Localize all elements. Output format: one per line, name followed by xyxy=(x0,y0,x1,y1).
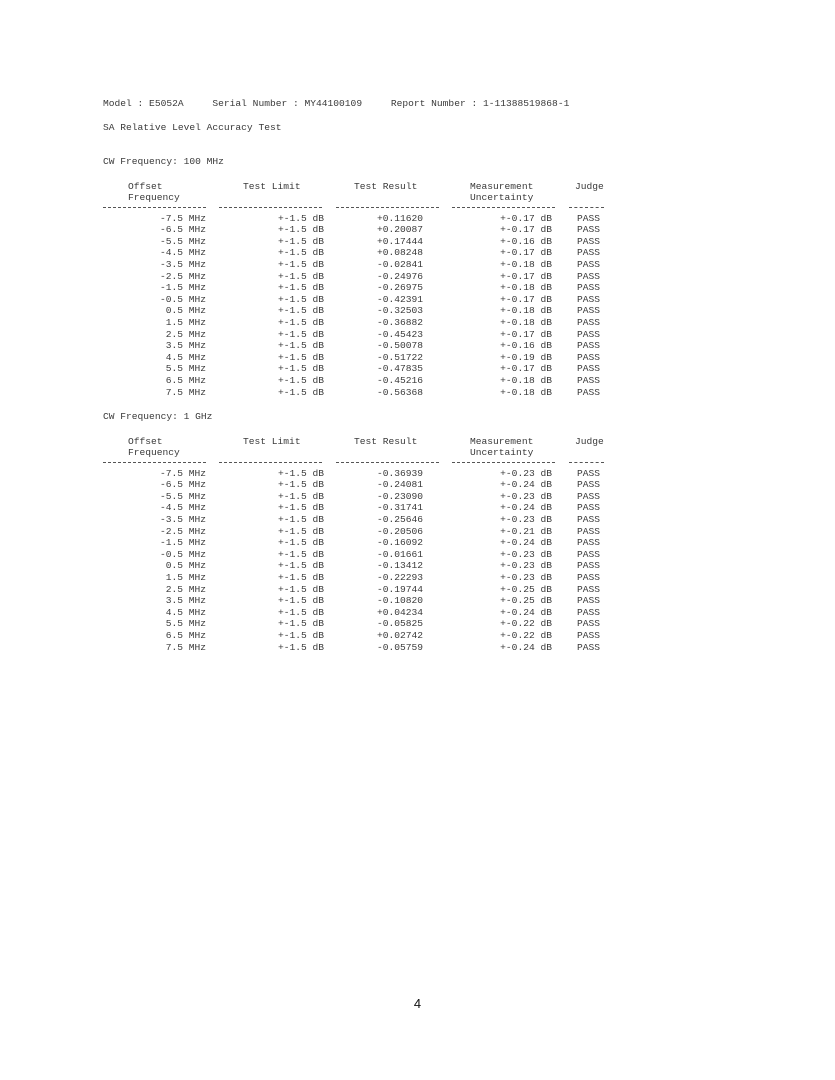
judge-cell: PASS xyxy=(577,351,601,363)
test-limit-cell: +-1.5 dB xyxy=(277,212,324,224)
offset-cell: 6.5 MHz xyxy=(165,629,206,641)
test-limit-header: Test Limit xyxy=(243,180,301,192)
judge-cell: PASS xyxy=(577,548,601,560)
uncertainty-cell: +-0.16 dB xyxy=(500,235,552,247)
uncertainty-cell: +-0.17 dB xyxy=(500,328,552,340)
offset-cell: 6.5 MHz xyxy=(165,374,206,386)
table-row xyxy=(103,607,623,619)
test-limit-cell: +-1.5 dB xyxy=(277,293,324,305)
test-result-cell: -0.19744 xyxy=(376,583,423,595)
judge-cell: PASS xyxy=(577,305,601,317)
offset-cell: -6.5 MHz xyxy=(159,479,206,491)
uncertainty-cell: +-0.24 dB xyxy=(500,502,552,514)
uncertainty-cell: +-0.16 dB xyxy=(500,340,552,352)
judge-cell: PASS xyxy=(577,270,601,282)
table-row xyxy=(103,514,623,526)
test-result-cell: -0.01661 xyxy=(376,548,423,560)
test-result-cell: -0.25646 xyxy=(376,513,423,525)
offset-cell: 7.5 MHz xyxy=(165,386,206,398)
table-row xyxy=(103,282,623,294)
uncertainty-cell: +-0.22 dB xyxy=(500,629,552,641)
table-row xyxy=(103,247,623,259)
table-row xyxy=(103,236,623,248)
test-result-cell: -0.22293 xyxy=(376,571,423,583)
judge-cell: PASS xyxy=(577,224,601,236)
offset-header-2: Frequency xyxy=(128,192,180,204)
table-row xyxy=(103,224,623,236)
table-row xyxy=(103,317,623,329)
judge-cell: PASS xyxy=(577,212,601,224)
uncertainty-cell: +-0.17 dB xyxy=(500,363,552,375)
judge-cell: PASS xyxy=(577,560,601,572)
test-limit-cell: +-1.5 dB xyxy=(277,641,324,653)
table-row xyxy=(103,259,623,271)
table-row xyxy=(103,526,623,538)
judge-cell: PASS xyxy=(577,235,601,247)
judge-cell: PASS xyxy=(577,629,601,641)
uncertainty-cell: +-0.22 dB xyxy=(500,618,552,630)
rule-segment xyxy=(219,462,322,464)
judge-cell: PASS xyxy=(577,502,601,514)
offset-cell: -4.5 MHz xyxy=(159,502,206,514)
table-header xyxy=(103,181,623,207)
judge-cell: PASS xyxy=(577,316,601,328)
offset-cell: -0.5 MHz xyxy=(159,293,206,305)
test-result-cell: -0.24081 xyxy=(376,479,423,491)
offset-cell: 1.5 MHz xyxy=(165,316,206,328)
test-result-cell: +0.02742 xyxy=(376,629,423,641)
test-limit-cell: +-1.5 dB xyxy=(277,479,324,491)
uncertainty-cell: +-0.23 dB xyxy=(500,560,552,572)
table-row xyxy=(103,213,623,225)
offset-header: Offset xyxy=(128,180,163,192)
judge-header: Judge xyxy=(575,180,604,192)
test-result-cell: -0.20506 xyxy=(376,525,423,537)
uncertainty-cell: +-0.21 dB xyxy=(500,525,552,537)
judge-cell: PASS xyxy=(577,525,601,537)
test-result-header: Test Result xyxy=(354,180,418,192)
rule-segment xyxy=(569,462,604,464)
rule-segment xyxy=(103,207,206,209)
table-row xyxy=(103,584,623,596)
test-limit-cell: +-1.5 dB xyxy=(277,537,324,549)
test-result-cell: -0.45216 xyxy=(376,374,423,386)
offset-cell: 2.5 MHz xyxy=(165,328,206,340)
uncertainty-cell: +-0.18 dB xyxy=(500,258,552,270)
uncertainty-cell: +-0.23 dB xyxy=(500,548,552,560)
uncertainty-cell: +-0.24 dB xyxy=(500,641,552,653)
rule-segment xyxy=(336,462,439,464)
test-limit-cell: +-1.5 dB xyxy=(277,513,324,525)
test-result-cell: -0.05825 xyxy=(376,618,423,630)
test-result-cell: +0.17444 xyxy=(376,235,423,247)
test-limit-cell: +-1.5 dB xyxy=(277,502,324,514)
test-limit-cell: +-1.5 dB xyxy=(277,270,324,282)
test-title: SA Relative Level Accuracy Test xyxy=(103,122,282,133)
test-limit-cell: +-1.5 dB xyxy=(277,629,324,641)
offset-cell: -3.5 MHz xyxy=(159,513,206,525)
uncertainty-cell: +-0.17 dB xyxy=(500,247,552,259)
offset-cell: -3.5 MHz xyxy=(159,258,206,270)
test-limit-cell: +-1.5 dB xyxy=(277,595,324,607)
uncertainty-cell: +-0.18 dB xyxy=(500,305,552,317)
test-result-cell: -0.51722 xyxy=(376,351,423,363)
rule-segment xyxy=(569,207,604,209)
test-limit-cell: +-1.5 dB xyxy=(277,224,324,236)
test-limit-cell: +-1.5 dB xyxy=(277,363,324,375)
uncertainty-cell: +-0.25 dB xyxy=(500,583,552,595)
table-row xyxy=(103,352,623,364)
test-result-cell: -0.31741 xyxy=(376,502,423,514)
offset-cell: 4.5 MHz xyxy=(165,606,206,618)
uncertainty-cell: +-0.25 dB xyxy=(500,595,552,607)
judge-cell: PASS xyxy=(577,537,601,549)
test-result-cell: -0.23090 xyxy=(376,490,423,502)
uncertainty-cell: +-0.17 dB xyxy=(500,224,552,236)
test-result-cell: -0.24976 xyxy=(376,270,423,282)
table-row xyxy=(103,305,623,317)
judge-cell: PASS xyxy=(577,606,601,618)
test-result-cell: -0.36939 xyxy=(376,467,423,479)
test-limit-cell: +-1.5 dB xyxy=(277,386,324,398)
offset-cell: -5.5 MHz xyxy=(159,235,206,247)
judge-cell: PASS xyxy=(577,293,601,305)
test-limit-cell: +-1.5 dB xyxy=(277,571,324,583)
test-result-cell: +0.04234 xyxy=(376,606,423,618)
judge-cell: PASS xyxy=(577,595,601,607)
judge-header: Judge xyxy=(575,435,604,447)
offset-cell: 3.5 MHz xyxy=(165,595,206,607)
offset-cell: 4.5 MHz xyxy=(165,351,206,363)
uncertainty-cell: +-0.23 dB xyxy=(500,467,552,479)
section-title: CW Frequency: 100 MHz xyxy=(103,156,224,167)
test-limit-cell: +-1.5 dB xyxy=(277,548,324,560)
report-header: Model : E5052A Serial Number : MY44100109 Report Number : 1-11388519868-1 xyxy=(103,98,570,109)
offset-cell: -6.5 MHz xyxy=(159,224,206,236)
test-result-cell: -0.16092 xyxy=(376,537,423,549)
offset-cell: 7.5 MHz xyxy=(165,641,206,653)
test-limit-cell: +-1.5 dB xyxy=(277,560,324,572)
table-row xyxy=(103,537,623,549)
table-row xyxy=(103,502,623,514)
offset-cell: 0.5 MHz xyxy=(165,560,206,572)
offset-cell: -7.5 MHz xyxy=(159,212,206,224)
test-result-cell: -0.32503 xyxy=(376,305,423,317)
test-result-cell: -0.02841 xyxy=(376,258,423,270)
table-row xyxy=(103,572,623,584)
offset-cell: -1.5 MHz xyxy=(159,537,206,549)
offset-cell: 1.5 MHz xyxy=(165,571,206,583)
test-result-cell: -0.05759 xyxy=(376,641,423,653)
offset-cell: -0.5 MHz xyxy=(159,548,206,560)
test-result-cell: -0.56368 xyxy=(376,386,423,398)
uncertainty-cell: +-0.23 dB xyxy=(500,571,552,583)
judge-cell: PASS xyxy=(577,467,601,479)
uncertainty-cell: +-0.18 dB xyxy=(500,374,552,386)
offset-header-2: Frequency xyxy=(128,447,180,459)
test-result-cell: -0.42391 xyxy=(376,293,423,305)
judge-cell: PASS xyxy=(577,571,601,583)
judge-cell: PASS xyxy=(577,641,601,653)
test-limit-cell: +-1.5 dB xyxy=(277,583,324,595)
uncertainty-cell: +-0.17 dB xyxy=(500,270,552,282)
judge-cell: PASS xyxy=(577,513,601,525)
judge-cell: PASS xyxy=(577,386,601,398)
test-limit-cell: +-1.5 dB xyxy=(277,351,324,363)
offset-cell: -2.5 MHz xyxy=(159,525,206,537)
judge-cell: PASS xyxy=(577,328,601,340)
test-result-cell: +0.20087 xyxy=(376,224,423,236)
uncertainty-cell: +-0.18 dB xyxy=(500,316,552,328)
test-result-cell: -0.45423 xyxy=(376,328,423,340)
results-section-100mhz xyxy=(103,156,623,398)
offset-cell: -1.5 MHz xyxy=(159,282,206,294)
table-row xyxy=(103,329,623,341)
uncertainty-cell: +-0.17 dB xyxy=(500,212,552,224)
test-result-cell: -0.36882 xyxy=(376,316,423,328)
test-limit-cell: +-1.5 dB xyxy=(277,247,324,259)
uncertainty-cell: +-0.24 dB xyxy=(500,606,552,618)
rule-segment xyxy=(452,462,555,464)
test-result-cell: +0.11620 xyxy=(376,212,423,224)
offset-cell: -2.5 MHz xyxy=(159,270,206,282)
offset-cell: -5.5 MHz xyxy=(159,490,206,502)
rule-segment xyxy=(219,207,322,209)
results-section-1ghz xyxy=(103,411,623,653)
uncertainty-cell: +-0.19 dB xyxy=(500,351,552,363)
table-row xyxy=(103,630,623,642)
table-row xyxy=(103,375,623,387)
uncertainty-cell: +-0.23 dB xyxy=(500,513,552,525)
test-limit-cell: +-1.5 dB xyxy=(277,618,324,630)
uncertainty-cell: +-0.18 dB xyxy=(500,282,552,294)
uncertainty-cell: +-0.17 dB xyxy=(500,293,552,305)
test-result-cell: -0.13412 xyxy=(376,560,423,572)
table-row xyxy=(103,479,623,491)
table-row xyxy=(103,642,623,654)
offset-cell: -4.5 MHz xyxy=(159,247,206,259)
uncertainty-cell: +-0.23 dB xyxy=(500,490,552,502)
page-number: 4 xyxy=(413,996,422,1011)
table-row xyxy=(103,491,623,503)
table-row xyxy=(103,468,623,480)
judge-cell: PASS xyxy=(577,479,601,491)
test-limit-cell: +-1.5 dB xyxy=(277,340,324,352)
section-title: CW Frequency: 1 GHz xyxy=(103,411,213,422)
test-limit-cell: +-1.5 dB xyxy=(277,305,324,317)
test-result-cell: -0.10820 xyxy=(376,595,423,607)
test-limit-cell: +-1.5 dB xyxy=(277,525,324,537)
test-limit-cell: +-1.5 dB xyxy=(277,328,324,340)
table-row xyxy=(103,340,623,352)
offset-cell: 2.5 MHz xyxy=(165,583,206,595)
test-result-header: Test Result xyxy=(354,435,418,447)
judge-cell: PASS xyxy=(577,363,601,375)
test-result-cell: -0.47835 xyxy=(376,363,423,375)
test-limit-cell: +-1.5 dB xyxy=(277,490,324,502)
offset-cell: -7.5 MHz xyxy=(159,467,206,479)
test-limit-header: Test Limit xyxy=(243,435,301,447)
judge-cell: PASS xyxy=(577,374,601,386)
table-row xyxy=(103,387,623,399)
table-row xyxy=(103,549,623,561)
table-row xyxy=(103,560,623,572)
offset-cell: 5.5 MHz xyxy=(165,618,206,630)
uncertainty-cell: +-0.24 dB xyxy=(500,537,552,549)
table-row xyxy=(103,294,623,306)
judge-cell: PASS xyxy=(577,247,601,259)
test-limit-cell: +-1.5 dB xyxy=(277,467,324,479)
uncertainty-cell: +-0.24 dB xyxy=(500,479,552,491)
table-header xyxy=(103,436,623,462)
rule-segment xyxy=(336,207,439,209)
test-limit-cell: +-1.5 dB xyxy=(277,606,324,618)
rule-segment xyxy=(452,207,555,209)
offset-cell: 0.5 MHz xyxy=(165,305,206,317)
uncertainty-header: Uncertainty xyxy=(470,192,534,204)
test-limit-cell: +-1.5 dB xyxy=(277,258,324,270)
test-result-cell: -0.50078 xyxy=(376,340,423,352)
judge-cell: PASS xyxy=(577,490,601,502)
table-row xyxy=(103,618,623,630)
offset-cell: 3.5 MHz xyxy=(165,340,206,352)
test-limit-cell: +-1.5 dB xyxy=(277,316,324,328)
judge-cell: PASS xyxy=(577,340,601,352)
offset-cell: 5.5 MHz xyxy=(165,363,206,375)
table-row xyxy=(103,595,623,607)
test-limit-cell: +-1.5 dB xyxy=(277,374,324,386)
judge-cell: PASS xyxy=(577,618,601,630)
test-result-cell: +0.08248 xyxy=(376,247,423,259)
rule-segment xyxy=(103,462,206,464)
offset-header: Offset xyxy=(128,435,163,447)
judge-cell: PASS xyxy=(577,583,601,595)
test-limit-cell: +-1.5 dB xyxy=(277,235,324,247)
judge-cell: PASS xyxy=(577,258,601,270)
test-limit-cell: +-1.5 dB xyxy=(277,282,324,294)
table-row xyxy=(103,271,623,283)
judge-cell: PASS xyxy=(577,282,601,294)
table-row xyxy=(103,363,623,375)
measurement-header: Measurement xyxy=(470,180,534,192)
uncertainty-header: Uncertainty xyxy=(470,447,534,459)
test-result-cell: -0.26975 xyxy=(376,282,423,294)
uncertainty-cell: +-0.18 dB xyxy=(500,386,552,398)
measurement-header: Measurement xyxy=(470,435,534,447)
